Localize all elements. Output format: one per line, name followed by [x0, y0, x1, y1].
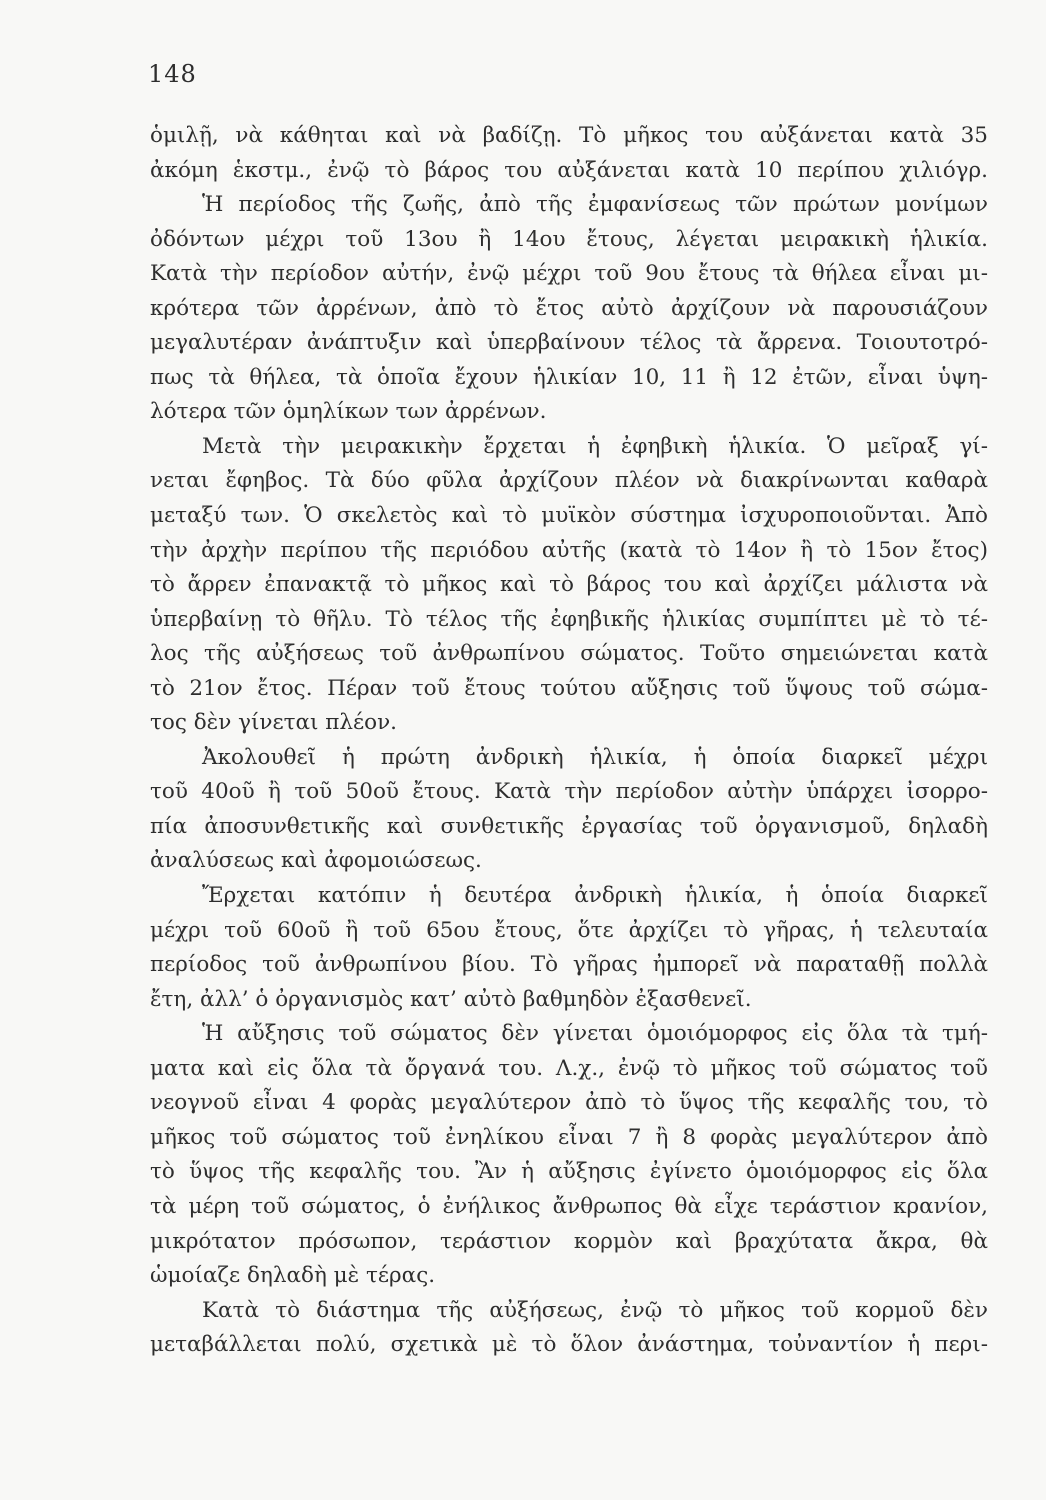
- text-line: νεται ἔφηβος. Τὰ δύο φῦλα ἀρχίζουν πλέον νὰ διακρίνωνται καθαρὰ: [150, 468, 988, 494]
- text-line: ὁμιλῇ, νὰ κάθηται καὶ νὰ βαδίζῃ. Τὸ μῆκος του αὐξάνεται κατὰ 35: [150, 123, 988, 148]
- text-line: Ἡ αὔξησις τοῦ σώματος δὲν γίνεται ὁμοιόμορφος εἰς ὅλα τὰ τμή-: [202, 1021, 988, 1047]
- text-line: ἀκόμη ἑκστμ., ἐνῷ τὸ βάρος του αὐξάνεται κατὰ 10 περίπου χιλιόγρ.: [150, 157, 988, 183]
- text-line: μῆκος τοῦ σώματος τοῦ ἐνηλίκου εἶναι 7 ἢ 8 φορὰς μεγαλύτερον ἀπὸ: [150, 1124, 988, 1150]
- text-line: μεταξύ των. Ὁ σκελετὸς καὶ τὸ μυϊκὸν σύστημα ἰσχυροποιοῦνται. Ἀπὸ: [150, 503, 988, 529]
- text-line: τὸ ὕψος τῆς κεφαλῆς του. Ἂν ἡ αὔξησις ἐγίνετο ὁμοιόμορφος εἰς ὅλα: [150, 1159, 988, 1185]
- text-line: μεγαλυτέραν ἀνάπτυξιν καὶ ὑπερβαίνουν τέλος τὰ ἄρρενα. Τοιουτοτρό-: [150, 330, 988, 356]
- text-line: Μετὰ τὴν μειρακικὴν ἔρχεται ἡ ἐφηβικὴ ἡλικία. Ὁ μεῖραξ γί-: [202, 433, 988, 459]
- text-line: ἀναλύσεως καὶ ἀφομοιώσεως.: [150, 848, 482, 874]
- text-line: ὀδόντων μέχρι τοῦ 13ου ἢ 14ου ἔτους, λέγεται μειρακικὴ ἡλικία.: [150, 226, 988, 252]
- text-line: τὴν ἀρχὴν περίπου τῆς περιόδου αὐτῆς (κατὰ τὸ 14ον ἢ τὸ 15ον ἔτος): [150, 537, 988, 563]
- text-line: τὸ ἄρρεν ἐπανακτᾷ τὸ μῆκος καὶ τὸ βάρος του καὶ ἀρχίζει μάλιστα νὰ: [150, 572, 988, 598]
- text-line: Ἀκολουθεῖ ἡ πρώτη ἀνδρικὴ ἡλικία, ἡ ὁποία διαρκεῖ μέχρι: [202, 744, 988, 770]
- text-line: περίοδος τοῦ ἀνθρωπίνου βίου. Τὸ γῆρας ἠμπορεῖ νὰ παραταθῇ πολλὰ: [150, 952, 988, 978]
- text-line: τοῦ 40οῦ ἢ τοῦ 50οῦ ἔτους. Κατὰ τὴν περίοδον αὐτὴν ὑπάρχει ἰσορρο-: [150, 779, 988, 805]
- text-line: λότερα τῶν ὁμηλίκων των ἀρρένων.: [150, 399, 547, 425]
- text-line: ματα καὶ εἰς ὅλα τὰ ὄργανά του. Λ.χ., ἐνῷ τὸ μῆκος τοῦ σώματος τοῦ: [150, 1055, 988, 1081]
- text-line: νεογνοῦ εἶναι 4 φορὰς μεγαλύτερον ἀπὸ τὸ ὕψος τῆς κεφαλῆς του, τὸ: [150, 1090, 988, 1116]
- text-line: τὸ 21ον ἔτος. Πέραν τοῦ ἔτους τούτου αὔξησις τοῦ ὕψους τοῦ σώμα-: [150, 675, 988, 701]
- text-line: πία ἀποσυνθετικῆς καὶ συνθετικῆς ἐργασίας τοῦ ὀργανισμοῦ, δηλαδὴ: [150, 813, 988, 839]
- text-line: πως τὰ θήλεα, τὰ ὁποῖα ἔχουν ἡλικίαν 10, 11 ἢ 12 ἐτῶν, εἶναι ὑψη-: [150, 364, 988, 390]
- text-line: Ἡ περίοδος τῆς ζωῆς, ἀπὸ τῆς ἐμφανίσεως τῶν πρώτων μονίμων: [202, 192, 988, 218]
- text-line: ἔτη, ἀλλ’ ὁ ὀργανισμὸς κατ’ αὐτὸ βαθμηδὸν ἐξασθενεῖ.: [150, 986, 752, 1012]
- text-line: ὡμοίαζε δηλαδὴ μὲ τέρας.: [150, 1263, 436, 1289]
- text-line: μεταβάλλεται πολύ, σχετικὰ μὲ τὸ ὅλον ἀνάστημα, τοὐναντίον ἡ περι-: [150, 1332, 988, 1358]
- text-line: λος τῆς αὐξήσεως τοῦ ἀνθρωπίνου σώματος. Τοῦτο σημειώνεται κατὰ: [150, 641, 988, 667]
- text-line: ὑπερβαίνῃ τὸ θῆλυ. Τὸ τέλος τῆς ἐφηβικῆς ἡλικίας συμπίπτει μὲ τὸ τέ-: [150, 606, 988, 632]
- text-line: κρότερα τῶν ἀρρένων, ἀπὸ τὸ ἔτος αὐτὸ ἀρχίζουν νὰ παρουσιάζουν: [150, 295, 988, 321]
- text-line: Κατὰ τὴν περίοδον αὐτήν, ἐνῷ μέχρι τοῦ 9ου ἔτους τὰ θήλεα εἶναι μι-: [150, 261, 988, 287]
- text-line: μικρότατον πρόσωπον, τεράστιον κορμὸν καὶ βραχύτατα ἄκρα, θὰ: [150, 1228, 988, 1254]
- page-number: 148: [148, 60, 197, 88]
- text-line: τὰ μέρη τοῦ σώματος, ὁ ἐνήλικος ἄνθρωπος θὰ εἶχε τεράστιον κρανίον,: [150, 1193, 988, 1219]
- text-line: Κατὰ τὸ διάστημα τῆς αὐξήσεως, ἐνῷ τὸ μῆκος τοῦ κορμοῦ δὲν: [202, 1297, 988, 1323]
- text-line: μέχρι τοῦ 60οῦ ἢ τοῦ 65ου ἔτους, ὅτε ἀρχίζει τὸ γῆρας, ἡ τελευταία: [150, 917, 988, 943]
- body-text: [150, 119, 988, 1363]
- text-line: Ἔρχεται κατόπιν ἡ δευτέρα ἀνδρικὴ ἡλικία, ἡ ὁποία διαρκεῖ: [202, 883, 988, 909]
- text-line: τος δὲν γίνεται πλέον.: [150, 710, 398, 736]
